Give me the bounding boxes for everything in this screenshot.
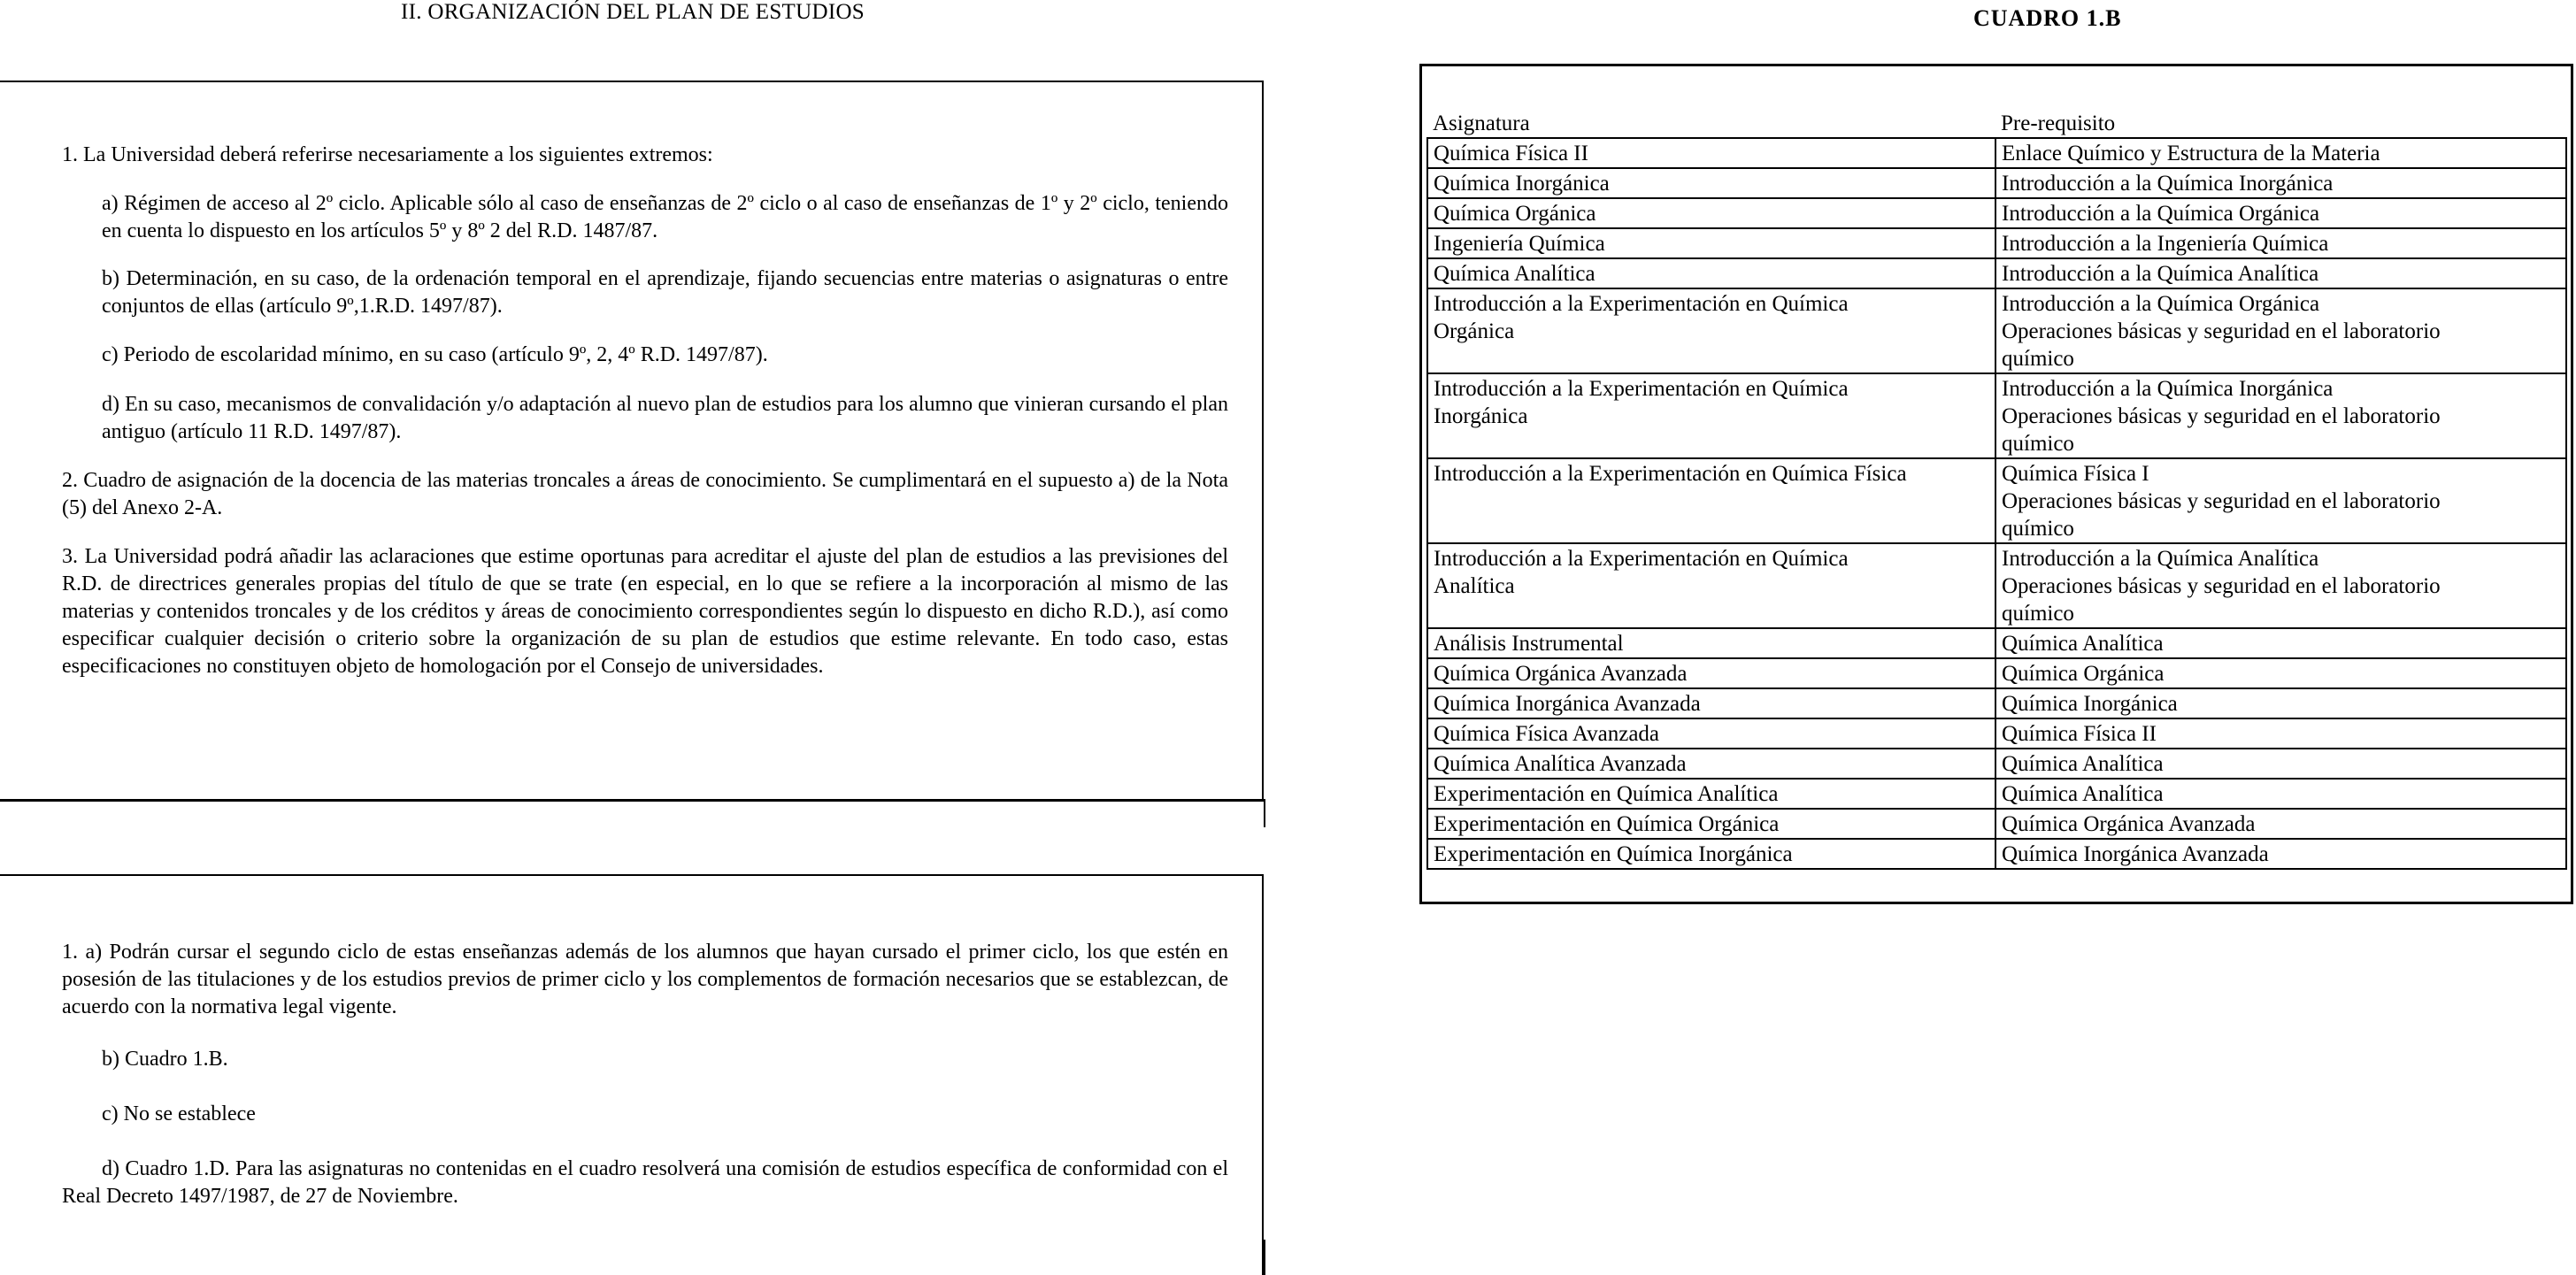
cell-line: Química Analítica: [1434, 262, 1596, 286]
instruction-item-3: 3. La Universidad podrá añadir las aclaraciones que estime oportunas para acreditar el ajuste del plan de estudios a las previsiones del R.D. de directrices generales propias del título de que se trate (en especial, en lo que se refiere a la incorporación al mismo de las materias y contenidos troncales y de los créditos y áreas de conocimiento correspondientes según lo dispuesto en dicho R.D.), así como especificar cualquier decisión o criterio sobre la organización de su plan de estudios que estime relevante. En todo caso, estas especificaciones no constituyen objeto de homologación por el Consejo de universidades.: [62, 545, 1228, 678]
cell-line: Química Inorgánica: [1434, 172, 1610, 196]
cell-line: Introducción a la Química Inorgánica: [2002, 172, 2334, 196]
cell-prerequisito: [1995, 228, 2566, 258]
table-row: [1427, 658, 2566, 688]
cell-line: Química Inorgánica Avanzada: [1434, 692, 1701, 716]
header-prerequisito: Pre-requisito: [1995, 71, 2566, 138]
box-edge-mark: [1264, 799, 1265, 827]
table-row: [1427, 168, 2566, 198]
cell-asignatura: [1427, 258, 1995, 288]
cell-line: Orgánica: [1434, 319, 1515, 343]
answer-item-c: c) No se establece: [102, 1102, 256, 1125]
cell-line: Química Inorgánica Avanzada: [2002, 842, 2269, 866]
header-asignatura: Asignatura: [1427, 71, 1995, 138]
cell-asignatura: [1427, 198, 1995, 228]
table-row: [1427, 718, 2566, 749]
cell-line: Ingeniería Química: [1434, 232, 1605, 256]
cell-line: Operaciones básicas y seguridad en el laboratorio: [2002, 574, 2441, 598]
cell-line: químico: [2002, 517, 2074, 541]
table-row: [1427, 779, 2566, 809]
cell-line: Química Orgánica Avanzada: [1434, 662, 1688, 686]
cell-asignatura: [1427, 839, 1995, 869]
cell-asignatura: [1427, 288, 1995, 373]
cell-line: Operaciones básicas y seguridad en el laboratorio: [2002, 489, 2441, 513]
cell-line: Introducción a la Experimentación en Química: [1434, 377, 1849, 401]
cuadro-title: CUADRO 1.B: [1973, 5, 2122, 31]
cell-prerequisito: [1995, 628, 2566, 658]
cell-line: Química Física Avanzada: [1434, 722, 1660, 746]
cell-asignatura: [1427, 658, 1995, 688]
cell-line: Química Analítica Avanzada: [1434, 752, 1687, 776]
table-header-row: [1427, 71, 2566, 138]
cell-asignatura: [1427, 779, 1995, 809]
cell-line: Inorgánica: [1434, 404, 1528, 428]
cell-line: químico: [2002, 432, 2074, 456]
table-row: [1427, 373, 2566, 458]
cell-prerequisito: [1995, 543, 2566, 628]
answer-item-d: d) Cuadro 1.D. Para las asignaturas no contenidas en el cuadro resolverá una comisión de estudios específica de conformidad con el Real Decreto 1497/1987, de 27 de Noviembre.: [62, 1157, 1228, 1208]
cell-line: Enlace Químico y Estructura de la Materia: [2002, 142, 2380, 165]
cell-asignatura: [1427, 373, 1995, 458]
table-row: [1427, 688, 2566, 718]
cell-line: Introducción a la Experimentación en Química: [1434, 547, 1849, 571]
cell-line: químico: [2002, 602, 2074, 626]
cell-line: Introducción a la Química Orgánica: [2002, 202, 2320, 226]
cell-line: Química Orgánica Avanzada: [2002, 812, 2256, 836]
cell-line: Química Analítica: [2002, 632, 2164, 656]
instruction-item-c: c) Periodo de escolaridad mínimo, en su caso (artículo 9º, 2, 4º R.D. 1497/87).: [102, 343, 768, 366]
cell-line: Química Inorgánica: [2002, 692, 2178, 716]
cell-line: Operaciones básicas y seguridad en el laboratorio: [2002, 404, 2441, 428]
cell-prerequisito: [1995, 288, 2566, 373]
cell-line: Operaciones básicas y seguridad en el laboratorio: [2002, 319, 2441, 343]
cell-line: Analítica: [1434, 574, 1515, 598]
cell-line: Química Física II: [1434, 142, 1588, 165]
cell-line: Química Orgánica: [2002, 662, 2165, 686]
cuadro-table-frame: [1419, 64, 2573, 904]
cell-prerequisito: [1995, 809, 2566, 839]
cell-line: Experimentación en Química Inorgánica: [1434, 842, 1793, 866]
cell-prerequisito: [1995, 688, 2566, 718]
table-row: [1427, 458, 2566, 543]
answer-item-a: 1. a) Podrán cursar el segundo ciclo de estas enseñanzas además de los alumnos que hayan cursado el primer ciclo, los que estén en posesión de las titulaciones y de los estudios previos de primer ciclo y los complementos de formación necesarios que se establezcan, de acuerdo con la normativa legal vigente.: [62, 941, 1228, 1018]
cell-prerequisito: [1995, 138, 2566, 168]
cell-prerequisito: [1995, 658, 2566, 688]
cell-asignatura: [1427, 168, 1995, 198]
table-row: [1427, 228, 2566, 258]
table-row: [1427, 288, 2566, 373]
cell-prerequisito: [1995, 198, 2566, 228]
cell-line: Introducción a la Química Inorgánica: [2002, 377, 2334, 401]
answers-text: [62, 939, 1228, 1210]
table-row: [1427, 138, 2566, 168]
cell-prerequisito: [1995, 749, 2566, 779]
cell-line: Introducción a la Química Analítica: [2002, 262, 2319, 286]
cell-line: Introducción a la Ingeniería Química: [2002, 232, 2329, 256]
cell-line: Química Física I: [2002, 462, 2149, 486]
cell-asignatura: [1427, 228, 1995, 258]
instructions-text: [62, 142, 1228, 680]
cell-prerequisito: [1995, 718, 2566, 749]
cell-line: Introducción a la Química Analítica: [2002, 547, 2319, 571]
table-row: [1427, 258, 2566, 288]
cuadro-table: [1426, 71, 2567, 870]
table-row: [1427, 809, 2566, 839]
table-row: [1427, 749, 2566, 779]
instruction-item-2: 2. Cuadro de asignación de la docencia de las materias troncales a áreas de conocimiento. Se cumplimentará en el supuesto a) de la Nota (5) del Anexo 2-A.: [62, 469, 1228, 519]
cell-asignatura: [1427, 543, 1995, 628]
cell-line: Química Física II: [2002, 722, 2157, 746]
cell-asignatura: [1427, 138, 1995, 168]
cell-line: Introducción a la Experimentación en Química Física: [1434, 462, 1907, 486]
cell-asignatura: [1427, 688, 1995, 718]
cell-asignatura: [1427, 718, 1995, 749]
cell-line: Introducción a la Química Orgánica: [2002, 292, 2320, 316]
table-row: [1427, 628, 2566, 658]
cell-line: químico: [2002, 347, 2074, 371]
cell-asignatura: [1427, 458, 1995, 543]
answer-item-b: b) Cuadro 1.B.: [102, 1048, 228, 1071]
instruction-item-a: a) Régimen de acceso al 2º ciclo. Aplicable sólo al caso de enseñanzas de 2º ciclo o al caso de enseñanzas de 1º y 2º ciclo, teniendo en cuenta lo dispuesto en los artículos 5º y 8º 2 del R.D. 1487/87.: [102, 192, 1228, 242]
cell-asignatura: [1427, 749, 1995, 779]
cell-prerequisito: [1995, 373, 2566, 458]
table-row: [1427, 543, 2566, 628]
cell-asignatura: [1427, 809, 1995, 839]
cell-prerequisito: [1995, 458, 2566, 543]
cell-prerequisito: [1995, 779, 2566, 809]
cell-asignatura: [1427, 628, 1995, 658]
page-title: II. ORGANIZACIÓN DEL PLAN DE ESTUDIOS: [400, 0, 865, 24]
cell-line: Experimentación en Química Orgánica: [1434, 812, 1780, 836]
instruction-item-b: b) Determinación, en su caso, de la ordenación temporal en el aprendizaje, fijando secuencias entre materias o asignaturas o entre conjuntos de ellas (artículo 9º,1.R.D. 1497/87).: [102, 267, 1228, 318]
instruction-item-d: d) En su caso, mecanismos de convalidación y/o adaptación al nuevo plan de estudios para los alumno que vinieran cursando el plan antiguo (artículo 11 R.D. 1497/87).: [102, 393, 1228, 443]
cell-line: Análisis Instrumental: [1434, 632, 1624, 656]
cell-prerequisito: [1995, 258, 2566, 288]
table-row: [1427, 839, 2566, 869]
cell-line: Química Analítica: [2002, 782, 2164, 806]
box-edge-mark: [1264, 1240, 1265, 1275]
instruction-item-1: 1. La Universidad deberá referirse necesariamente a los siguientes extremos:: [62, 143, 713, 166]
cell-line: Química Analítica: [2002, 752, 2164, 776]
cell-line: Química Orgánica: [1434, 202, 1596, 226]
cell-line: Experimentación en Química Analítica: [1434, 782, 1779, 806]
cell-prerequisito: [1995, 168, 2566, 198]
cell-line: Introducción a la Experimentación en Química: [1434, 292, 1849, 316]
cell-prerequisito: [1995, 839, 2566, 869]
table-row: [1427, 198, 2566, 228]
